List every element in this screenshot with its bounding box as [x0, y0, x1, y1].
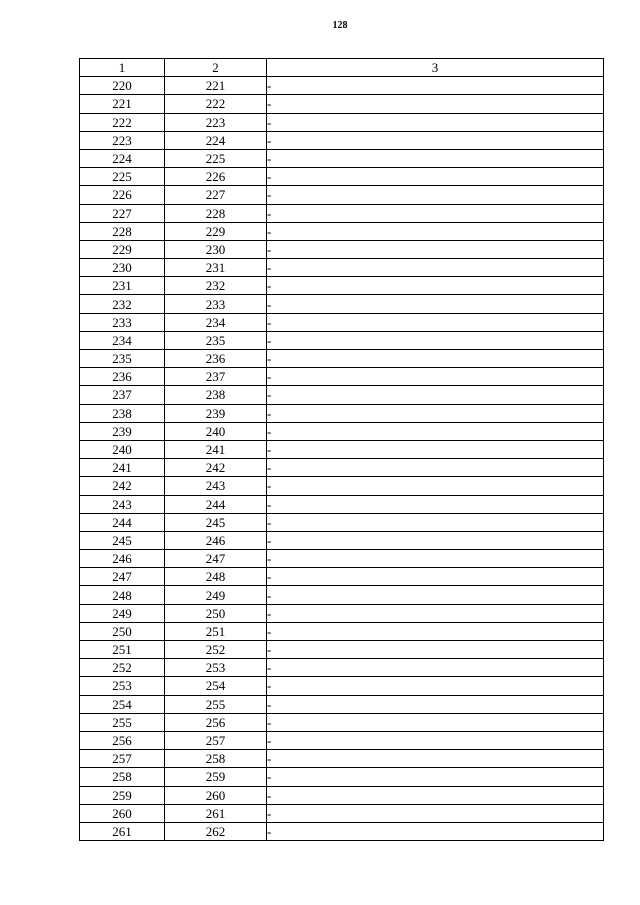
column-1-cell: 256 [80, 731, 165, 749]
column-1-cell: 248 [80, 586, 165, 604]
table-row [80, 531, 604, 549]
column-3-cell: - [267, 786, 604, 804]
table-row [80, 422, 604, 440]
column-1-cell: 230 [80, 259, 165, 277]
table-header [80, 59, 604, 77]
table-row [80, 804, 604, 822]
column-1-cell: 231 [80, 277, 165, 295]
column-2-cell: 225 [165, 149, 267, 167]
column-1-cell: 249 [80, 604, 165, 622]
table-row [80, 477, 604, 495]
column-1-cell: 246 [80, 550, 165, 568]
column-2-cell: 231 [165, 259, 267, 277]
column-2-cell: 243 [165, 477, 267, 495]
column-1-cell: 243 [80, 495, 165, 513]
column-1-cell: 235 [80, 350, 165, 368]
table-row [80, 259, 604, 277]
column-1-cell: 233 [80, 313, 165, 331]
column-1-cell: 254 [80, 695, 165, 713]
column-3-cell: - [267, 313, 604, 331]
column-2-cell: 235 [165, 331, 267, 349]
column-2-cell: 229 [165, 222, 267, 240]
column-3-cell: - [267, 259, 604, 277]
column-1-cell: 225 [80, 168, 165, 186]
column-2-cell: 222 [165, 95, 267, 113]
column-2-cell: 226 [165, 168, 267, 186]
column-1-cell: 242 [80, 477, 165, 495]
column-3-cell: - [267, 641, 604, 659]
column-2-cell: 234 [165, 313, 267, 331]
table-row [80, 350, 604, 368]
column-3-cell: - [267, 149, 604, 167]
column-3-cell: - [267, 131, 604, 149]
column-2-cell: 247 [165, 550, 267, 568]
column-2-cell: 224 [165, 131, 267, 149]
column-2-cell: 257 [165, 731, 267, 749]
column-3-cell: - [267, 731, 604, 749]
column-3-cell: - [267, 186, 604, 204]
table-row [80, 331, 604, 349]
page-number: 128 [332, 20, 348, 31]
column-1-cell: 250 [80, 622, 165, 640]
column-3-cell: - [267, 659, 604, 677]
column-2-cell: 228 [165, 204, 267, 222]
table-row [80, 786, 604, 804]
column-2-cell: 227 [165, 186, 267, 204]
table-row [80, 313, 604, 331]
column-2-cell: 238 [165, 386, 267, 404]
column-1-cell: 229 [80, 240, 165, 258]
column-2-cell: 250 [165, 604, 267, 622]
table-row [80, 768, 604, 786]
column-3-cell: - [267, 204, 604, 222]
column-1-cell: 253 [80, 677, 165, 695]
column-1-cell: 239 [80, 422, 165, 440]
table-row [80, 677, 604, 695]
column-3-cell: - [267, 604, 604, 622]
table-row [80, 404, 604, 422]
column-1-cell: 255 [80, 713, 165, 731]
table-row [80, 459, 604, 477]
column-3-cell: - [267, 804, 604, 822]
column-1-cell: 241 [80, 459, 165, 477]
table-row [80, 386, 604, 404]
header-row [80, 59, 604, 77]
column-1-cell: 232 [80, 295, 165, 313]
data-table [79, 58, 604, 841]
column-1-cell: 221 [80, 95, 165, 113]
column-header-1: 1 [80, 59, 165, 77]
column-3-cell: - [267, 495, 604, 513]
column-3-cell: - [267, 513, 604, 531]
column-2-cell: 232 [165, 277, 267, 295]
column-2-cell: 244 [165, 495, 267, 513]
table-body [80, 77, 604, 841]
column-2-cell: 240 [165, 422, 267, 440]
column-3-cell: - [267, 531, 604, 549]
column-2-cell: 237 [165, 368, 267, 386]
table-row [80, 95, 604, 113]
column-2-cell: 251 [165, 622, 267, 640]
column-2-cell: 241 [165, 440, 267, 458]
column-3-cell: - [267, 277, 604, 295]
column-3-cell: - [267, 350, 604, 368]
column-1-cell: 259 [80, 786, 165, 804]
column-3-cell: - [267, 422, 604, 440]
column-2-cell: 223 [165, 113, 267, 131]
column-2-cell: 249 [165, 586, 267, 604]
table-row [80, 131, 604, 149]
table-row [80, 622, 604, 640]
column-3-cell: - [267, 331, 604, 349]
column-1-cell: 226 [80, 186, 165, 204]
column-2-cell: 254 [165, 677, 267, 695]
column-1-cell: 228 [80, 222, 165, 240]
column-header-3: 3 [267, 59, 604, 77]
table-row [80, 222, 604, 240]
column-1-cell: 257 [80, 750, 165, 768]
column-3-cell: - [267, 240, 604, 258]
column-3-cell: - [267, 295, 604, 313]
table-row [80, 240, 604, 258]
column-3-cell: - [267, 550, 604, 568]
table-row [80, 295, 604, 313]
column-2-cell: 252 [165, 641, 267, 659]
table-row [80, 168, 604, 186]
column-3-cell: - [267, 822, 604, 840]
column-2-cell: 253 [165, 659, 267, 677]
table-row [80, 586, 604, 604]
column-2-cell: 239 [165, 404, 267, 422]
table-row [80, 368, 604, 386]
table-row [80, 204, 604, 222]
table-row [80, 659, 604, 677]
column-1-cell: 224 [80, 149, 165, 167]
column-3-cell: - [267, 713, 604, 731]
column-2-cell: 230 [165, 240, 267, 258]
table-row [80, 822, 604, 840]
column-2-cell: 248 [165, 568, 267, 586]
column-1-cell: 222 [80, 113, 165, 131]
column-3-cell: - [267, 586, 604, 604]
column-1-cell: 247 [80, 568, 165, 586]
column-1-cell: 251 [80, 641, 165, 659]
column-3-cell: - [267, 750, 604, 768]
column-2-cell: 242 [165, 459, 267, 477]
table-row [80, 113, 604, 131]
column-1-cell: 223 [80, 131, 165, 149]
table-row [80, 440, 604, 458]
table-row [80, 77, 604, 95]
column-3-cell: - [267, 168, 604, 186]
column-1-cell: 236 [80, 368, 165, 386]
column-3-cell: - [267, 77, 604, 95]
column-3-cell: - [267, 440, 604, 458]
column-2-cell: 260 [165, 786, 267, 804]
column-3-cell: - [267, 677, 604, 695]
column-header-2: 2 [165, 59, 267, 77]
column-2-cell: 262 [165, 822, 267, 840]
column-1-cell: 261 [80, 822, 165, 840]
table-row [80, 186, 604, 204]
column-3-cell: - [267, 368, 604, 386]
table-row [80, 695, 604, 713]
table-row [80, 731, 604, 749]
column-2-cell: 256 [165, 713, 267, 731]
column-2-cell: 246 [165, 531, 267, 549]
table-row [80, 641, 604, 659]
column-3-cell: - [267, 113, 604, 131]
column-2-cell: 261 [165, 804, 267, 822]
column-1-cell: 238 [80, 404, 165, 422]
column-1-cell: 234 [80, 331, 165, 349]
table-row [80, 277, 604, 295]
column-2-cell: 236 [165, 350, 267, 368]
column-1-cell: 220 [80, 77, 165, 95]
column-1-cell: 258 [80, 768, 165, 786]
table-row [80, 495, 604, 513]
column-1-cell: 227 [80, 204, 165, 222]
column-3-cell: - [267, 695, 604, 713]
column-3-cell: - [267, 95, 604, 113]
column-1-cell: 252 [80, 659, 165, 677]
column-2-cell: 255 [165, 695, 267, 713]
table-row [80, 513, 604, 531]
column-3-cell: - [267, 568, 604, 586]
table-row [80, 149, 604, 167]
table-row [80, 750, 604, 768]
column-1-cell: 245 [80, 531, 165, 549]
table-row [80, 713, 604, 731]
column-2-cell: 221 [165, 77, 267, 95]
column-3-cell: - [267, 404, 604, 422]
column-3-cell: - [267, 386, 604, 404]
column-3-cell: - [267, 459, 604, 477]
column-2-cell: 233 [165, 295, 267, 313]
column-2-cell: 259 [165, 768, 267, 786]
column-3-cell: - [267, 222, 604, 240]
column-1-cell: 240 [80, 440, 165, 458]
table-row [80, 568, 604, 586]
column-1-cell: 260 [80, 804, 165, 822]
column-1-cell: 237 [80, 386, 165, 404]
column-3-cell: - [267, 768, 604, 786]
column-3-cell: - [267, 477, 604, 495]
table-row [80, 604, 604, 622]
column-1-cell: 244 [80, 513, 165, 531]
column-3-cell: - [267, 622, 604, 640]
column-2-cell: 258 [165, 750, 267, 768]
column-2-cell: 245 [165, 513, 267, 531]
table-row [80, 550, 604, 568]
